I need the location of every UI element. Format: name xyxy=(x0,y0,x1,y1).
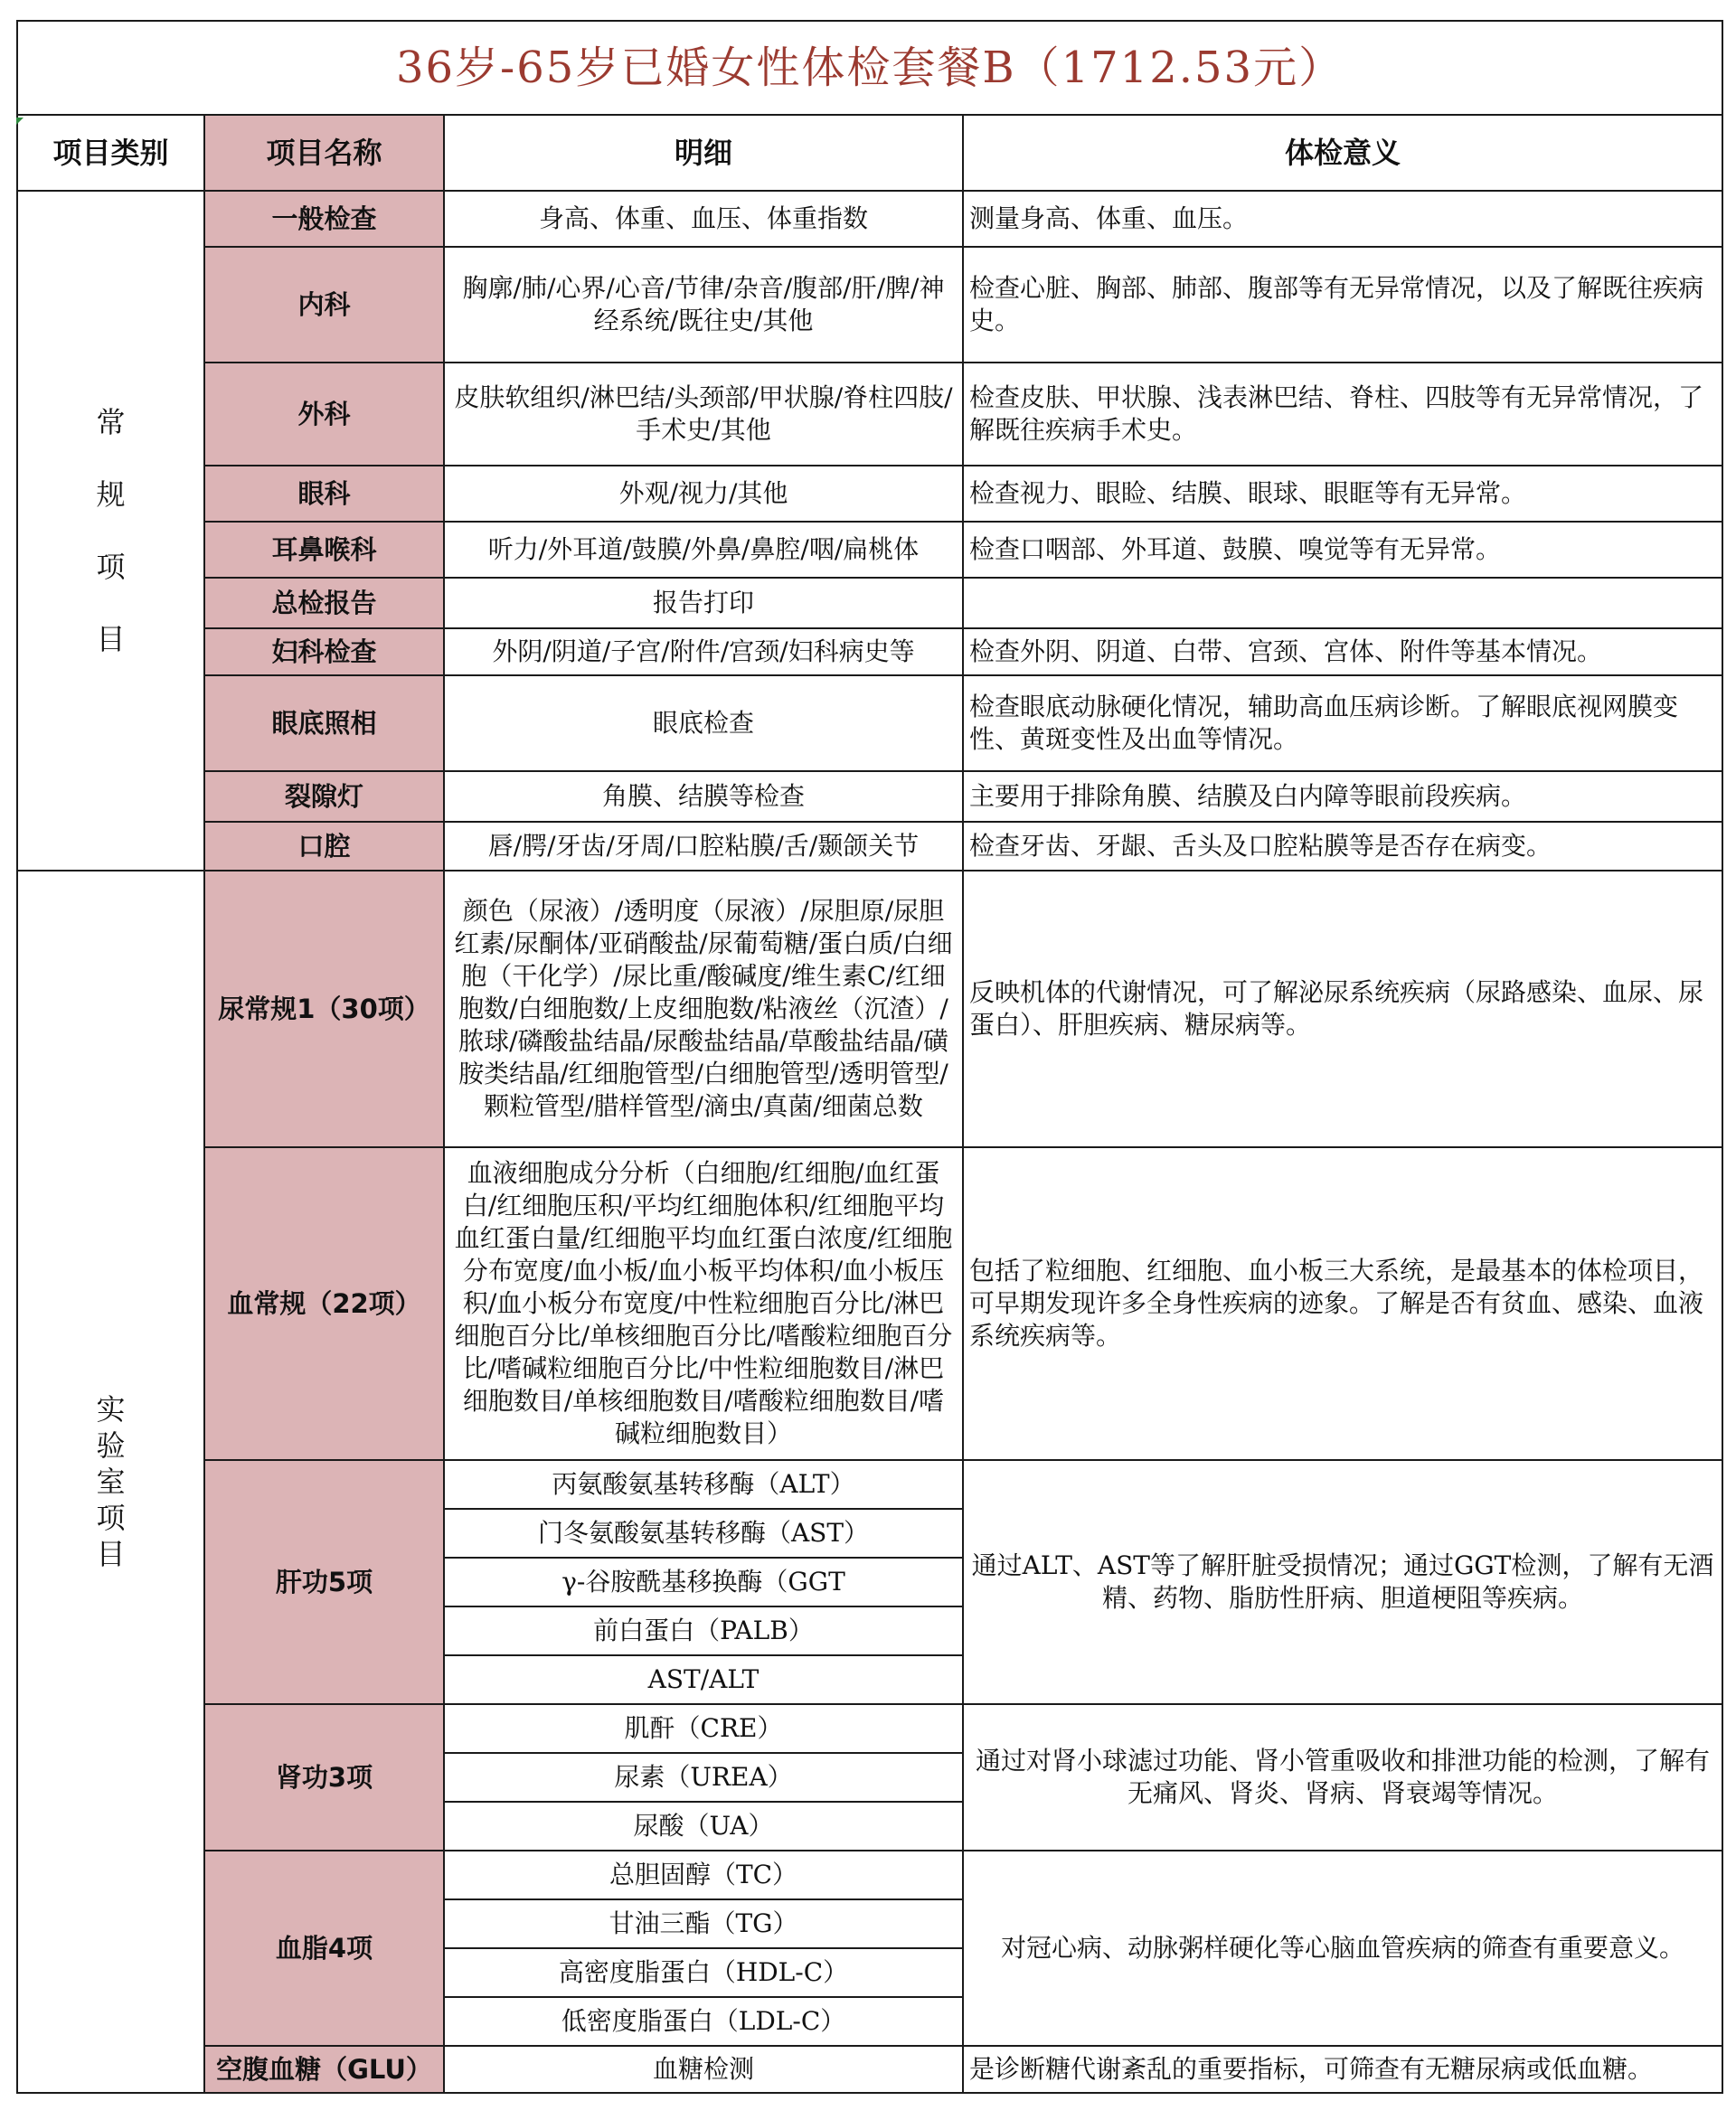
item-meaning: 通过ALT、AST等了解肝脏受损情况；通过GGT检测，了解有无酒精、药物、脂肪性肝病、胆道梗阻等疾病。 xyxy=(963,1460,1722,1704)
category-lab xyxy=(17,871,204,2093)
item-detail: 听力/外耳道/鼓膜/外鼻/鼻腔/咽/扁桃体 xyxy=(444,522,963,578)
table-row xyxy=(17,771,1722,822)
header-detail: 明细 xyxy=(444,115,963,191)
cell-corner-marker xyxy=(16,118,24,125)
item-name: 空腹血糖（GLU） xyxy=(204,2046,444,2093)
item-meaning: 反映机体的代谢情况，可了解泌尿系统疾病（尿路感染、血尿、尿蛋白）、肝胆疾病、糖尿病等。 xyxy=(963,871,1722,1147)
table-row xyxy=(17,871,1722,1147)
item-name: 血常规（22项） xyxy=(204,1147,444,1460)
category-char: 目 xyxy=(96,1537,126,1571)
item-meaning: 检查视力、眼睑、结膜、眼球、眼眶等有无异常。 xyxy=(963,466,1722,522)
item-name: 血脂4项 xyxy=(204,1851,444,2046)
item-meaning: 检查牙齿、牙龈、舌头及口腔粘膜等是否存在病变。 xyxy=(963,822,1722,871)
item-detail: 皮肤软组织/淋巴结/头颈部/甲状腺/脊柱四肢/手术史/其他 xyxy=(444,363,963,466)
table-row xyxy=(17,363,1722,466)
item-detail: 眼底检查 xyxy=(444,675,963,771)
item-detail: 总胆固醇（TC） xyxy=(444,1851,963,1899)
exam-table xyxy=(16,20,1723,2094)
item-detail: 高密度脂蛋白（HDL-C） xyxy=(444,1948,963,1997)
item-name: 眼底照相 xyxy=(204,675,444,771)
item-meaning: 检查皮肤、甲状腺、浅表淋巴结、脊柱、四肢等有无异常情况，了解既往疾病手术史。 xyxy=(963,363,1722,466)
item-detail: 前白蛋白（PALB） xyxy=(444,1606,963,1655)
item-detail: γ-谷胺酰基移换酶（GGT xyxy=(444,1558,963,1606)
item-detail: 丙氨酸氨基转移酶（ALT） xyxy=(444,1460,963,1509)
item-detail: 尿素（UREA） xyxy=(444,1753,963,1802)
item-detail: 甘油三酯（TG） xyxy=(444,1899,963,1948)
item-name: 内科 xyxy=(204,247,444,363)
item-detail: 低密度脂蛋白（LDL-C） xyxy=(444,1997,963,2046)
header-meaning: 体检意义 xyxy=(963,115,1722,191)
category-char: 规 xyxy=(96,477,126,512)
item-detail: 外阴/阴道/子宫/附件/宫颈/妇科病史等 xyxy=(444,628,963,675)
table-row xyxy=(17,1460,1722,1509)
item-meaning: 检查眼底动脉硬化情况，辅助高血压病诊断。了解眼底视网膜变性、黄斑变性及出血等情况。 xyxy=(963,675,1722,771)
item-meaning: 测量身高、体重、血压。 xyxy=(963,191,1722,247)
item-meaning: 包括了粒细胞、红细胞、血小板三大系统，是最基本的体检项目，可早期发现许多全身性疾病的迹象。了解是否有贫血、感染、血液系统疾病等。 xyxy=(963,1147,1722,1460)
item-meaning xyxy=(963,578,1722,628)
category-char: 目 xyxy=(96,622,126,656)
table-row xyxy=(17,822,1722,871)
table-row xyxy=(17,1851,1722,1899)
item-detail: AST/ALT xyxy=(444,1655,963,1704)
item-name: 外科 xyxy=(204,363,444,466)
item-meaning: 对冠心病、动脉粥样硬化等心脑血管疾病的筛查有重要意义。 xyxy=(963,1851,1722,2046)
table-row xyxy=(17,2046,1722,2093)
item-detail: 尿酸（UA） xyxy=(444,1802,963,1851)
item-name: 妇科检查 xyxy=(204,628,444,675)
item-meaning: 通过对肾小球滤过功能、肾小管重吸收和排泄功能的检测，了解有无痛风、肾炎、肾病、肾衰竭等情况。 xyxy=(963,1704,1722,1851)
item-detail: 报告打印 xyxy=(444,578,963,628)
table-row xyxy=(17,522,1722,578)
category-char: 项 xyxy=(96,550,126,584)
item-detail: 颜色（尿液）/透明度（尿液）/尿胆原/尿胆红素/尿酮体/亚硝酸盐/尿葡萄糖/蛋白质/白细胞（干化学）/尿比重/酸碱度/维生素C/红细胞数/白细胞数/上皮细胞数/粘液丝（沉渣）/脓球/磷酸盐结晶/尿酸盐结晶/草酸盐结晶/磺胺类结晶/红细胞管型/白细胞管型/透明管型/颗粒管型/腊样管型/滴虫/真菌/细菌总数 xyxy=(444,871,963,1147)
category-char: 室 xyxy=(96,1465,126,1499)
item-name: 肝功5项 xyxy=(204,1460,444,1704)
table-row xyxy=(17,628,1722,675)
item-detail: 血液细胞成分分析（白细胞/红细胞/血红蛋白/红细胞压积/平均红细胞体积/红细胞平均血红蛋白量/红细胞平均血红蛋白浓度/红细胞分布宽度/血小板/血小板平均体积/血小板压积/血小板分布宽度/中性粒细胞百分比/淋巴细胞百分比/单核细胞百分比/嗜酸粒细胞百分比/嗜碱粒细胞百分比/中性粒细胞数目/淋巴细胞数目/单核细胞数目/嗜酸粒细胞数目/嗜碱粒细胞数目） xyxy=(444,1147,963,1460)
category-char: 项 xyxy=(96,1501,126,1535)
category-char: 常 xyxy=(96,405,126,439)
item-name: 口腔 xyxy=(204,822,444,871)
category-routine xyxy=(17,191,204,871)
item-name: 尿常规1（30项） xyxy=(204,871,444,1147)
exam-package-sheet xyxy=(16,20,1722,2094)
table-row xyxy=(17,1147,1722,1460)
item-meaning: 检查心脏、胸部、肺部、腹部等有无异常情况，以及了解既往疾病史。 xyxy=(963,247,1722,363)
table-row xyxy=(17,466,1722,522)
category-char: 实 xyxy=(96,1392,126,1427)
header-category: 项目类别 xyxy=(17,115,204,191)
table-row xyxy=(17,247,1722,363)
table-row xyxy=(17,578,1722,628)
item-name: 耳鼻喉科 xyxy=(204,522,444,578)
table-row xyxy=(17,675,1722,771)
header-row xyxy=(17,115,1722,191)
item-meaning: 是诊断糖代谢紊乱的重要指标，可筛查有无糖尿病或低血糖。 xyxy=(963,2046,1722,2093)
table-row xyxy=(17,1704,1722,1753)
header-name: 项目名称 xyxy=(204,115,444,191)
item-name: 眼科 xyxy=(204,466,444,522)
item-detail: 血糖检测 xyxy=(444,2046,963,2093)
item-name: 裂隙灯 xyxy=(204,771,444,822)
item-detail: 肌酐（CRE） xyxy=(444,1704,963,1753)
item-detail: 胸廓/肺/心界/心音/节律/杂音/腹部/肝/脾/神经系统/既往史/其他 xyxy=(444,247,963,363)
item-meaning: 检查口咽部、外耳道、鼓膜、嗅觉等有无异常。 xyxy=(963,522,1722,578)
page-title: 36岁-65岁已婚女性体检套餐B（1712.53元） xyxy=(17,21,1722,115)
item-detail: 门冬氨酸氨基转移酶（AST） xyxy=(444,1509,963,1558)
item-name: 一般检查 xyxy=(204,191,444,247)
item-detail: 唇/腭/牙齿/牙周/口腔粘膜/舌/颞颌关节 xyxy=(444,822,963,871)
item-meaning: 主要用于排除角膜、结膜及白内障等眼前段疾病。 xyxy=(963,771,1722,822)
item-meaning: 检查外阴、阴道、白带、宫颈、宫体、附件等基本情况。 xyxy=(963,628,1722,675)
category-char: 验 xyxy=(96,1428,126,1463)
item-detail: 角膜、结膜等检查 xyxy=(444,771,963,822)
item-name: 肾功3项 xyxy=(204,1704,444,1851)
table-row xyxy=(17,191,1722,247)
item-detail: 外观/视力/其他 xyxy=(444,466,963,522)
item-detail: 身高、体重、血压、体重指数 xyxy=(444,191,963,247)
item-name: 总检报告 xyxy=(204,578,444,628)
